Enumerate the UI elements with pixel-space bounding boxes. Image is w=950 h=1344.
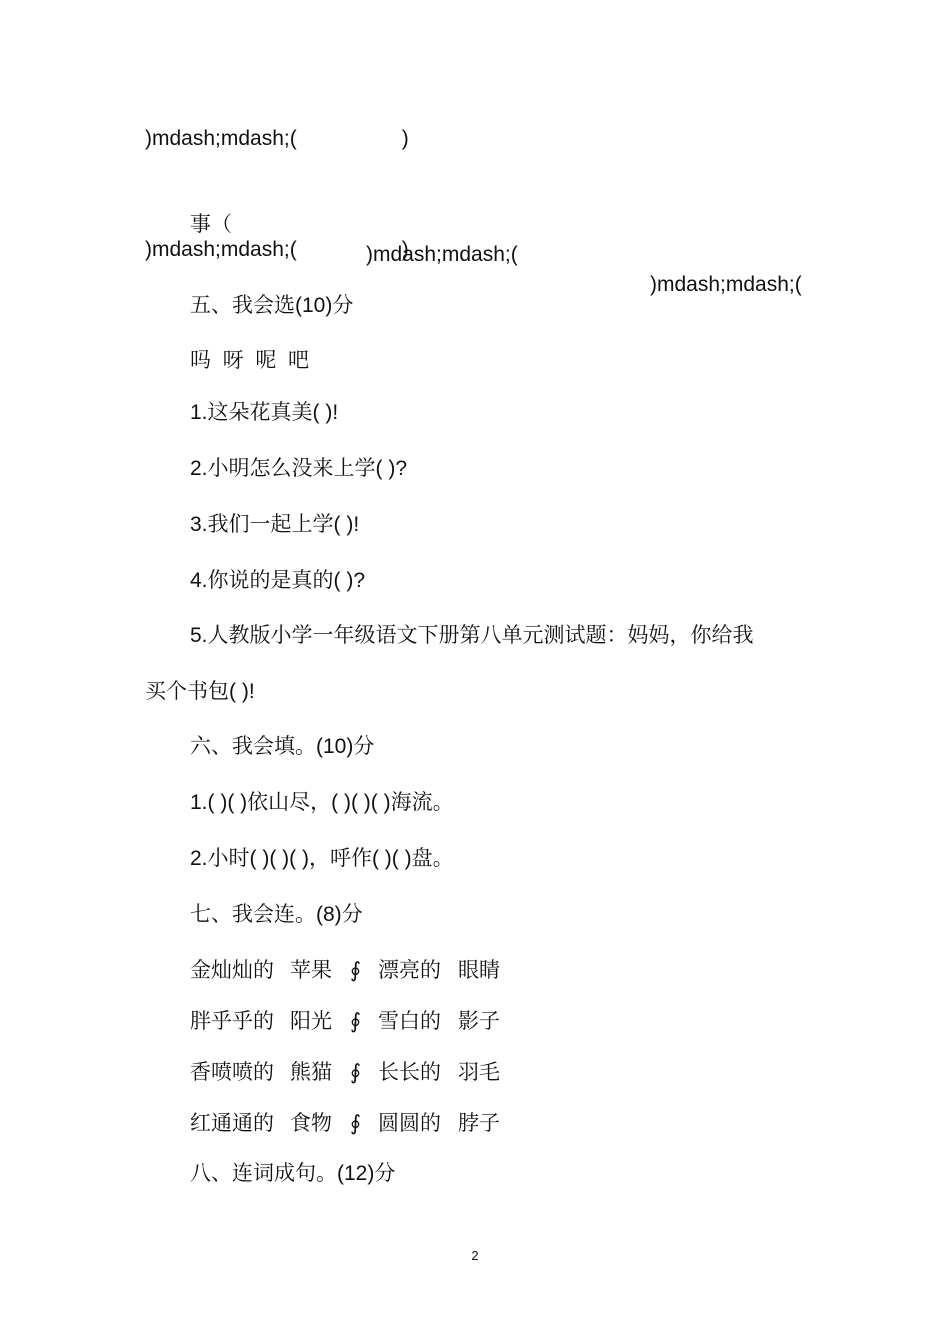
question-line: 2.小明怎么没来上学( )?	[190, 457, 408, 480]
question-line: 3.我们一起上学( )!	[190, 513, 360, 536]
match-adjective: 长长的	[378, 1061, 441, 1084]
question-line: 5.人教版小学一年级语文下册第八单元测试题：妈妈，你给我	[190, 624, 754, 647]
match-adjective: 雪白的	[378, 1010, 441, 1033]
fill-row-start: 事（	[190, 213, 232, 236]
section-heading: 六、我会填。(10)分	[190, 735, 375, 758]
fill-row-mid: )mdash;mdash;(	[366, 243, 518, 266]
match-symbol: ∮	[350, 1010, 361, 1033]
match-noun: 熊猫	[290, 1061, 332, 1084]
section-heading: 五、我会选(10)分	[190, 294, 354, 317]
match-left: 金灿灿的	[190, 959, 274, 982]
word-choices: 吗 呀 呢 吧	[190, 349, 310, 372]
section-heading: 七、我会连。(8)分	[190, 903, 363, 926]
page-number: 2	[471, 1248, 479, 1263]
match-symbol: ∮	[350, 1061, 361, 1084]
match-adjective: 漂亮的	[378, 959, 441, 982]
section-heading: 八、连词成句。(12)分	[190, 1162, 396, 1185]
match-symbol: ∮	[350, 1112, 361, 1135]
match-symbol: ∮	[350, 959, 361, 982]
match-adjective: 圆圆的	[378, 1112, 441, 1135]
question-line: 4.你说的是真的( )?	[190, 569, 366, 592]
match-noun: 苹果	[290, 959, 332, 982]
fill-row-end: )mdash;mdash;(	[650, 273, 802, 296]
match-right: 羽毛	[458, 1061, 500, 1084]
question-line: 1.( )( )依山尽，( )( )( )海流。	[190, 791, 454, 814]
text-line: )mdash;mdash;( )	[145, 238, 409, 261]
match-noun: 阳光	[290, 1010, 332, 1033]
match-left: 香喷喷的	[190, 1061, 274, 1084]
question-line-continued: 买个书包( )!	[145, 680, 255, 703]
match-right: 影子	[458, 1010, 500, 1033]
match-right: 眼睛	[458, 959, 500, 982]
question-line: 1.这朵花真美( )!	[190, 401, 339, 424]
text-line: )mdash;mdash;( )	[145, 127, 409, 150]
match-right: 脖子	[458, 1112, 500, 1135]
match-left: 胖乎乎的	[190, 1010, 274, 1033]
match-noun: 食物	[290, 1112, 332, 1135]
question-line: 2.小时( )( )( )，呼作( )( )盘。	[190, 847, 454, 870]
match-left: 红通通的	[190, 1112, 274, 1135]
